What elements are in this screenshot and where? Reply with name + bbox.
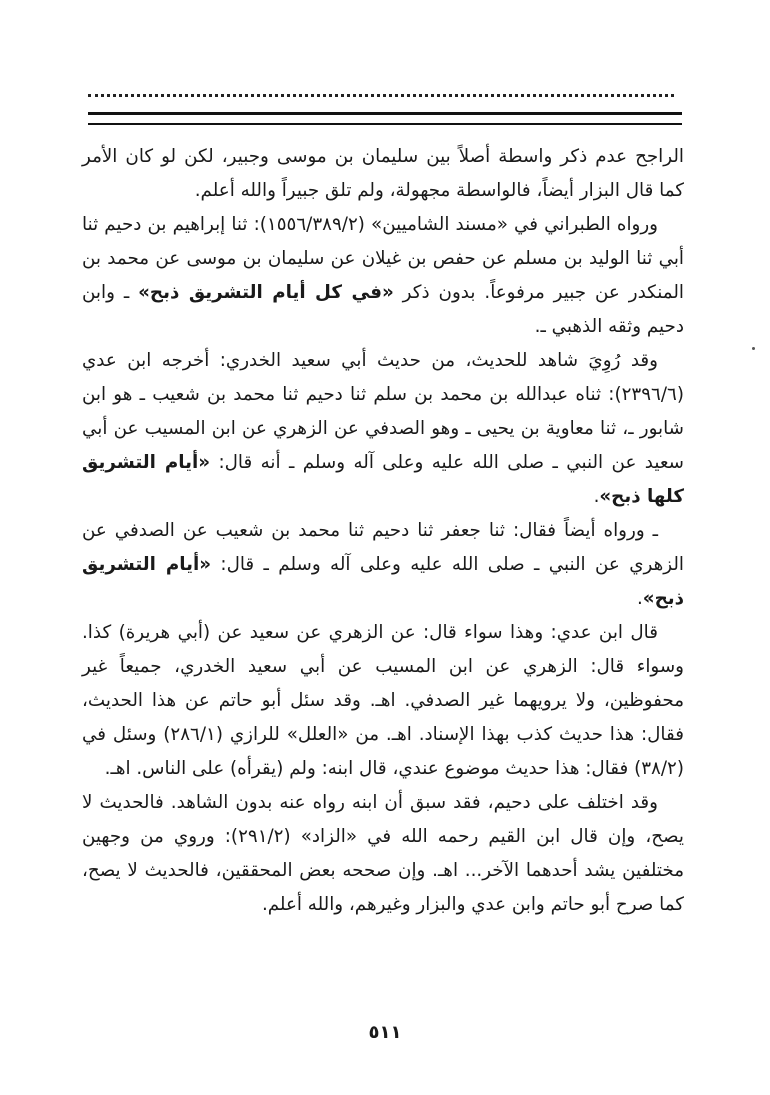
paragraph-text: .: [636, 588, 643, 609]
page-body: [82, 140, 684, 922]
margin-speck: [752, 347, 755, 350]
paragraph: [82, 344, 684, 514]
paragraph-text: وقد رُوِيَ شاهد للحديث، من حديث أبي سعيد الخدري: أخرجه ابن عدي (٢٣٩٦/٦): ثناه عبدالله بن محمد بن سلم ثنا دحيم ثنا محمد بن شعيب ـ هو ابن شابور ـ، ثنا معاوية بن يحيى ـ وهو الصدفي عن الزهري عن ابن المسيب عن أبي سعيد عن النبي ـ صلى الله عليه وعلى آله وسلم ـ أنه قال:: [82, 350, 684, 473]
header-dotted-ornament: [88, 80, 674, 97]
paragraph-text: ـ ورواه أيضاً فقال: ثنا جعفر ثنا دحيم ثنا محمد بن شعيب عن الصدفي عن الزهري عن النبي ـ صلى الله عليه وعلى آله وسلم ـ قال:: [82, 520, 684, 575]
paragraph-text: ورواه الطبراني في «مسند الشاميين» (١٥٥٦/٣٨٩/٢): ثنا إبراهيم بن دحيم ثنا أبي ثنا الوليد بن مسلم عن حفص بن غيلان عن سليمان بن موسى عن محمد بن المنكدر عن جبير مرفوعاً. بدون ذكر: [82, 214, 684, 303]
paragraph: [82, 786, 684, 922]
bold-quote: «أيام التشريق ذبح»: [82, 554, 684, 609]
paragraph-text: قال ابن عدي: وهذا سواء قال: عن الزهري عن سعيد عن (أبي هريرة) كذا. وسواء قال: الزهري عن ابن المسيب عن أبي سعيد الخدري، جميعاً غير محفوظين، ولا يرويهما غير الصدفي. اهـ. وقد سئل أبو حاتم عن هذا الحديث، فقال: هذا حديث كذب بهذا الإسناد. اهـ. من «العلل» للرازي (٢٨٦/١) وسئل في (٣٨/٢) فقال: هذا حديث موضوع عندي، قال ابنه: ولم (يقرأه) على الناس. اهـ.: [82, 622, 684, 779]
paragraph-text: الراجح عدم ذكر واسطة أصلاً بين سليمان بن موسى وجبير، لكن لو كان الأمر كما قال البزار أيضاً، فالواسطة مجهولة، ولم تلق جبيراً والله أعلم.: [82, 146, 684, 201]
paragraph: [82, 208, 684, 344]
header-rule-thin: [88, 123, 682, 125]
paragraph: [82, 140, 684, 208]
paragraph-text: وقد اختلف على دحيم، فقد سبق أن ابنه رواه عنه بدون الشاهد. فالحديث لا يصح، وإن قال ابن القيم رحمه الله في «الزاد» (٢٩١/٢): وروي من وجهين مختلفين يشد أحدهما الآخر... اهـ. وإن صححه بعض المحققين، فالحديث لا يصح، كما صرح أبو حاتم وابن عدي والبزار وغيرهم، والله أعلم.: [82, 792, 684, 915]
header-rule-thick: [88, 112, 682, 115]
bold-quote: «أيام التشريق كلها ذبح»: [82, 452, 684, 507]
bold-quote: «في كل أيام التشريق ذبح»: [138, 282, 394, 303]
page-number: ٥١١: [368, 1022, 402, 1043]
paragraph-text: ـ وابن دحيم وثقه الذهبي ـ.: [82, 282, 684, 337]
paragraph: [82, 616, 684, 786]
paragraph-text: .: [593, 486, 600, 507]
paragraph: [82, 514, 684, 616]
